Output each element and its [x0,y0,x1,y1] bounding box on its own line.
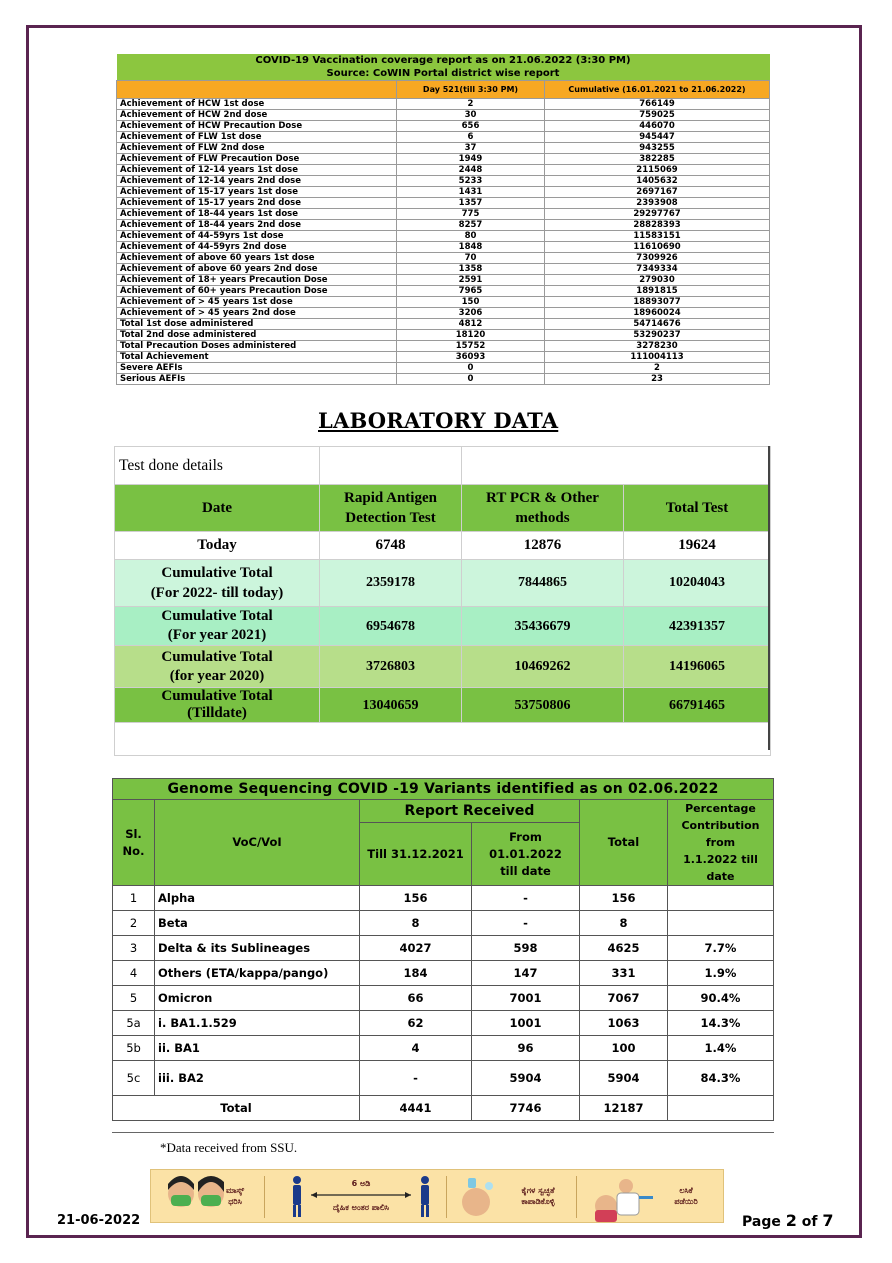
genome-total-total: 12187 [580,1096,668,1121]
genome-cell-total: 4625 [580,936,668,961]
table-row [113,961,774,986]
vax-cell-cum: 945447 [545,132,770,143]
header-day: Day 521(till 3:30 PM) [397,81,545,99]
genome-total-till: 4441 [360,1096,472,1121]
genome-cell-name: ii. BA1 [155,1036,360,1061]
table-row [117,99,770,110]
vax-cell-label: Serious AEFIs [117,374,397,385]
lab-row-2022: Cumulative Total (For 2022- till today) 2359178 7844865 10204043 [115,560,771,607]
genome-cell-name: Omicron [155,986,360,1011]
genome-cell-till: 4027 [360,936,472,961]
vax-cell-day: 6 [397,132,545,143]
vax-cell-day: 3206 [397,308,545,319]
genome-cell-till: 8 [360,911,472,936]
vax-cell-cum: 7349334 [545,264,770,275]
genome-header-voc: VoC/VoI [155,800,360,886]
genome-header-pct: Percentage Contribution from 1.1.2022 till date [668,800,774,886]
awareness-banner [150,1169,724,1223]
genome-cell-sl: 4 [113,961,155,986]
vax-cell-day: 2448 [397,165,545,176]
blank-cell [462,447,771,485]
vax-cell-cum: 11583151 [545,231,770,242]
table-row [117,198,770,209]
banner-text-distance-top: 6 ಅಡಿ [351,1179,371,1188]
genome-cell-from: 147 [472,961,580,986]
lab-header-rtpcr: RT PCR & Other methods [462,485,624,532]
table-row [117,231,770,242]
genome-header-till: Till 31.12.2021 [360,823,472,886]
vax-cell-label: Total Achievement [117,352,397,363]
table-row [117,176,770,187]
genome-total-from: 7746 [472,1096,580,1121]
table-row [117,297,770,308]
laboratory-title: LABORATORY DATA [318,408,559,433]
vax-cell-cum: 2393908 [545,198,770,209]
vax-cell-cum: 3278230 [545,341,770,352]
genome-cell-name: Beta [155,911,360,936]
footer-date: 21-06-2022 [57,1213,141,1228]
banner-text-distance-bottom: ದೈಹಿಕ ಅಂತರ ಪಾಲಿಸಿ [332,1203,390,1212]
genome-cell-from: 1001 [472,1011,580,1036]
table-row [113,986,774,1011]
genome-cell-total: 156 [580,886,668,911]
table-row [117,308,770,319]
vax-cell-day: 70 [397,253,545,264]
table-row [117,165,770,176]
genome-cell-sl: 2 [113,911,155,936]
table-row [117,319,770,330]
vax-cell-cum: 53290237 [545,330,770,341]
genome-cell-total: 331 [580,961,668,986]
vax-cell-day: 4812 [397,319,545,330]
vax-cell-day: 150 [397,297,545,308]
vax-cell-label: Achievement of > 45 years 1st dose [117,297,397,308]
vax-cell-cum: 18893077 [545,297,770,308]
blank-cell [320,447,462,485]
vax-cell-cum: 1891815 [545,286,770,297]
lab-header-date: Date [115,485,320,532]
vax-cell-day: 775 [397,209,545,220]
vax-cell-day: 5233 [397,176,545,187]
table-shadow [768,446,770,750]
genome-header-from: From 01.01.2022 till date [472,823,580,886]
genome-cell-name: i. BA1.1.529 [155,1011,360,1036]
vax-cell-day: 1358 [397,264,545,275]
table-row [113,886,774,911]
genome-cell-from: 7001 [472,986,580,1011]
genome-table [112,778,774,1121]
genome-cell-sl: 1 [113,886,155,911]
vax-cell-cum: 23 [545,374,770,385]
header-blank [117,81,397,99]
vax-cell-day: 1848 [397,242,545,253]
genome-cell-pct [668,911,774,936]
genome-cell-from: 598 [472,936,580,961]
genome-cell-name: Others (ETA/kappa/pango) [155,961,360,986]
genome-cell-pct: 90.4% [668,986,774,1011]
vax-cell-label: Achievement of FLW Precaution Dose [117,154,397,165]
genome-header-sl: Sl. No. [113,800,155,886]
table-row [117,330,770,341]
vax-cell-label: Severe AEFIs [117,363,397,374]
vaccination-table [116,54,770,385]
genome-cell-till: 62 [360,1011,472,1036]
vax-cell-day: 18120 [397,330,545,341]
vax-cell-day: 2591 [397,275,545,286]
vax-cell-cum: 759025 [545,110,770,121]
table-row [117,341,770,352]
masked-face-icon [168,1176,224,1207]
genome-cell-pct: 7.7% [668,936,774,961]
vax-cell-cum: 446070 [545,121,770,132]
vax-cell-label: Achievement of 15-17 years 1st dose [117,187,397,198]
genome-header-report: Report Received [360,800,580,823]
genome-cell-from: - [472,886,580,911]
vax-cell-day: 7965 [397,286,545,297]
vax-cell-day: 0 [397,363,545,374]
table-row [117,110,770,121]
vax-cell-cum: 54714676 [545,319,770,330]
vax-cell-day: 1357 [397,198,545,209]
genome-cell-from: 5904 [472,1061,580,1096]
vax-cell-cum: 18960024 [545,308,770,319]
genome-cell-sl: 5 [113,986,155,1011]
vax-cell-label: Achievement of above 60 years 1st dose [117,253,397,264]
genome-cell-name: iii. BA2 [155,1061,360,1096]
vax-cell-label: Achievement of 18-44 years 1st dose [117,209,397,220]
divider [264,1176,265,1218]
table-row [113,911,774,936]
genome-cell-sl: 5c [113,1061,155,1096]
genome-cell-sl: 3 [113,936,155,961]
vax-cell-cum: 1405632 [545,176,770,187]
vax-cell-cum: 11610690 [545,242,770,253]
vax-cell-day: 2 [397,99,545,110]
vaccine-icon [595,1179,653,1222]
table-row [117,374,770,385]
table-row [117,154,770,165]
vax-cell-cum: 7309926 [545,253,770,264]
blank-cell [115,723,771,756]
table-row [113,1061,774,1096]
genome-header-total: Total [580,800,668,886]
vax-cell-label: Achievement of 44-59yrs 2nd dose [117,242,397,253]
blank-cell [668,1096,774,1121]
vax-cell-day: 8257 [397,220,545,231]
vax-cell-cum: 2697167 [545,187,770,198]
vax-cell-label: Achievement of 12-14 years 2nd dose [117,176,397,187]
vax-cell-label: Achievement of 18-44 years 2nd dose [117,220,397,231]
vax-cell-cum: 279030 [545,275,770,286]
laboratory-table [114,446,771,756]
genome-cell-total: 8 [580,911,668,936]
table-row [117,242,770,253]
table-row [117,220,770,231]
genome-cell-from: 96 [472,1036,580,1061]
vax-cell-cum: 766149 [545,99,770,110]
banner-text-vaccine: ಲಸಿಕೆ ಪಡೆಯಿರಿ [674,1186,698,1206]
genome-cell-total: 5904 [580,1061,668,1096]
genome-total-label: Total [113,1096,360,1121]
vax-cell-label: Total Precaution Doses administered [117,341,397,352]
vax-cell-day: 36093 [397,352,545,363]
banner-text-mask: ಮಾಸ್ಕ್ ಧರಿಸಿ [226,1186,245,1206]
divider [446,1176,447,1218]
vaccination-subtitle: Source: CoWIN Portal district wise report [117,67,770,81]
vax-cell-cum: 382285 [545,154,770,165]
lab-row-tilldate: Cumulative Total (Tilldate) 13040659 53750806 66791465 [115,688,771,723]
table-row [117,187,770,198]
genome-cell-pct: 1.9% [668,961,774,986]
vax-cell-cum: 29297767 [545,209,770,220]
table-row [117,121,770,132]
vax-cell-day: 1949 [397,154,545,165]
table-row [117,253,770,264]
vax-cell-label: Achievement of 18+ years Precaution Dose [117,275,397,286]
divider [576,1176,577,1218]
vax-cell-label: Achievement of 15-17 years 2nd dose [117,198,397,209]
genome-cell-total: 1063 [580,1011,668,1036]
vax-cell-label: Total 1st dose administered [117,319,397,330]
genome-cell-till: 66 [360,986,472,1011]
table-row [117,143,770,154]
lab-header-rapid: Rapid Antigen Detection Test [320,485,462,532]
vax-cell-day: 30 [397,110,545,121]
genome-cell-total: 7067 [580,986,668,1011]
table-row [113,936,774,961]
table-row [117,132,770,143]
footnote: *Data received from SSU. [160,1140,298,1155]
table-row [117,363,770,374]
genome-cell-till: - [360,1061,472,1096]
vax-cell-label: Achievement of FLW 1st dose [117,132,397,143]
divider [112,1132,774,1133]
vax-cell-cum: 943255 [545,143,770,154]
genome-title: Genome Sequencing COVID -19 Variants identified as on 02.06.2022 [113,779,774,800]
vax-cell-label: Achievement of > 45 years 2nd dose [117,308,397,319]
genome-cell-pct: 14.3% [668,1011,774,1036]
table-row [113,1036,774,1061]
lab-row-2020: Cumulative Total (for year 2020) 3726803 10469262 14196065 [115,646,771,688]
table-row [117,352,770,363]
lab-row-today: Today 6748 12876 19624 [115,532,771,560]
table-row [117,209,770,220]
genome-total-row [113,1096,774,1121]
vax-cell-day: 80 [397,231,545,242]
genome-cell-name: Delta & its Sublineages [155,936,360,961]
genome-cell-from: - [472,911,580,936]
banner-text-wash: ಕೈಗಳ ಸ್ವಚ್ಛತೆ ಕಾಪಾಡಿಕೊಳ್ಳಿ [521,1186,555,1206]
vax-cell-day: 1431 [397,187,545,198]
genome-cell-sl: 5b [113,1036,155,1061]
genome-cell-pct: 84.3% [668,1061,774,1096]
vax-cell-day: 15752 [397,341,545,352]
table-row [113,1011,774,1036]
genome-cell-pct: 1.4% [668,1036,774,1061]
vaccination-title: COVID-19 Vaccination coverage report as on 21.06.2022 (3:30 PM) [117,54,770,67]
vax-cell-label: Achievement of 44-59yrs 1st dose [117,231,397,242]
genome-cell-till: 4 [360,1036,472,1061]
lab-header-total: Total Test [624,485,771,532]
vax-cell-label: Total 2nd dose administered [117,330,397,341]
vax-cell-label: Achievement of 60+ years Precaution Dose [117,286,397,297]
vax-cell-label: Achievement of above 60 years 2nd dose [117,264,397,275]
table-row [117,264,770,275]
genome-cell-pct [668,886,774,911]
vax-cell-label: Achievement of HCW 1st dose [117,99,397,110]
genome-cell-till: 184 [360,961,472,986]
vax-cell-label: Achievement of HCW Precaution Dose [117,121,397,132]
table-row [117,286,770,297]
vax-cell-cum: 28828393 [545,220,770,231]
handwash-icon [462,1178,493,1216]
vax-cell-day: 656 [397,121,545,132]
vax-cell-day: 0 [397,374,545,385]
genome-cell-total: 100 [580,1036,668,1061]
vax-cell-cum: 2 [545,363,770,374]
page-number: Page 2 of 7 [742,1211,834,1230]
test-done-label: Test done details [115,447,320,485]
header-cumulative: Cumulative (16.01.2021 to 21.06.2022) [545,81,770,99]
vax-cell-cum: 111004113 [545,352,770,363]
table-row [117,275,770,286]
vax-cell-day: 37 [397,143,545,154]
vax-cell-label: Achievement of HCW 2nd dose [117,110,397,121]
genome-cell-name: Alpha [155,886,360,911]
genome-cell-till: 156 [360,886,472,911]
genome-cell-sl: 5a [113,1011,155,1036]
vax-cell-label: Achievement of 12-14 years 1st dose [117,165,397,176]
vax-cell-label: Achievement of FLW 2nd dose [117,143,397,154]
lab-row-2021: Cumulative Total (For year 2021) 6954678 35436679 42391357 [115,607,771,646]
vax-cell-cum: 2115069 [545,165,770,176]
